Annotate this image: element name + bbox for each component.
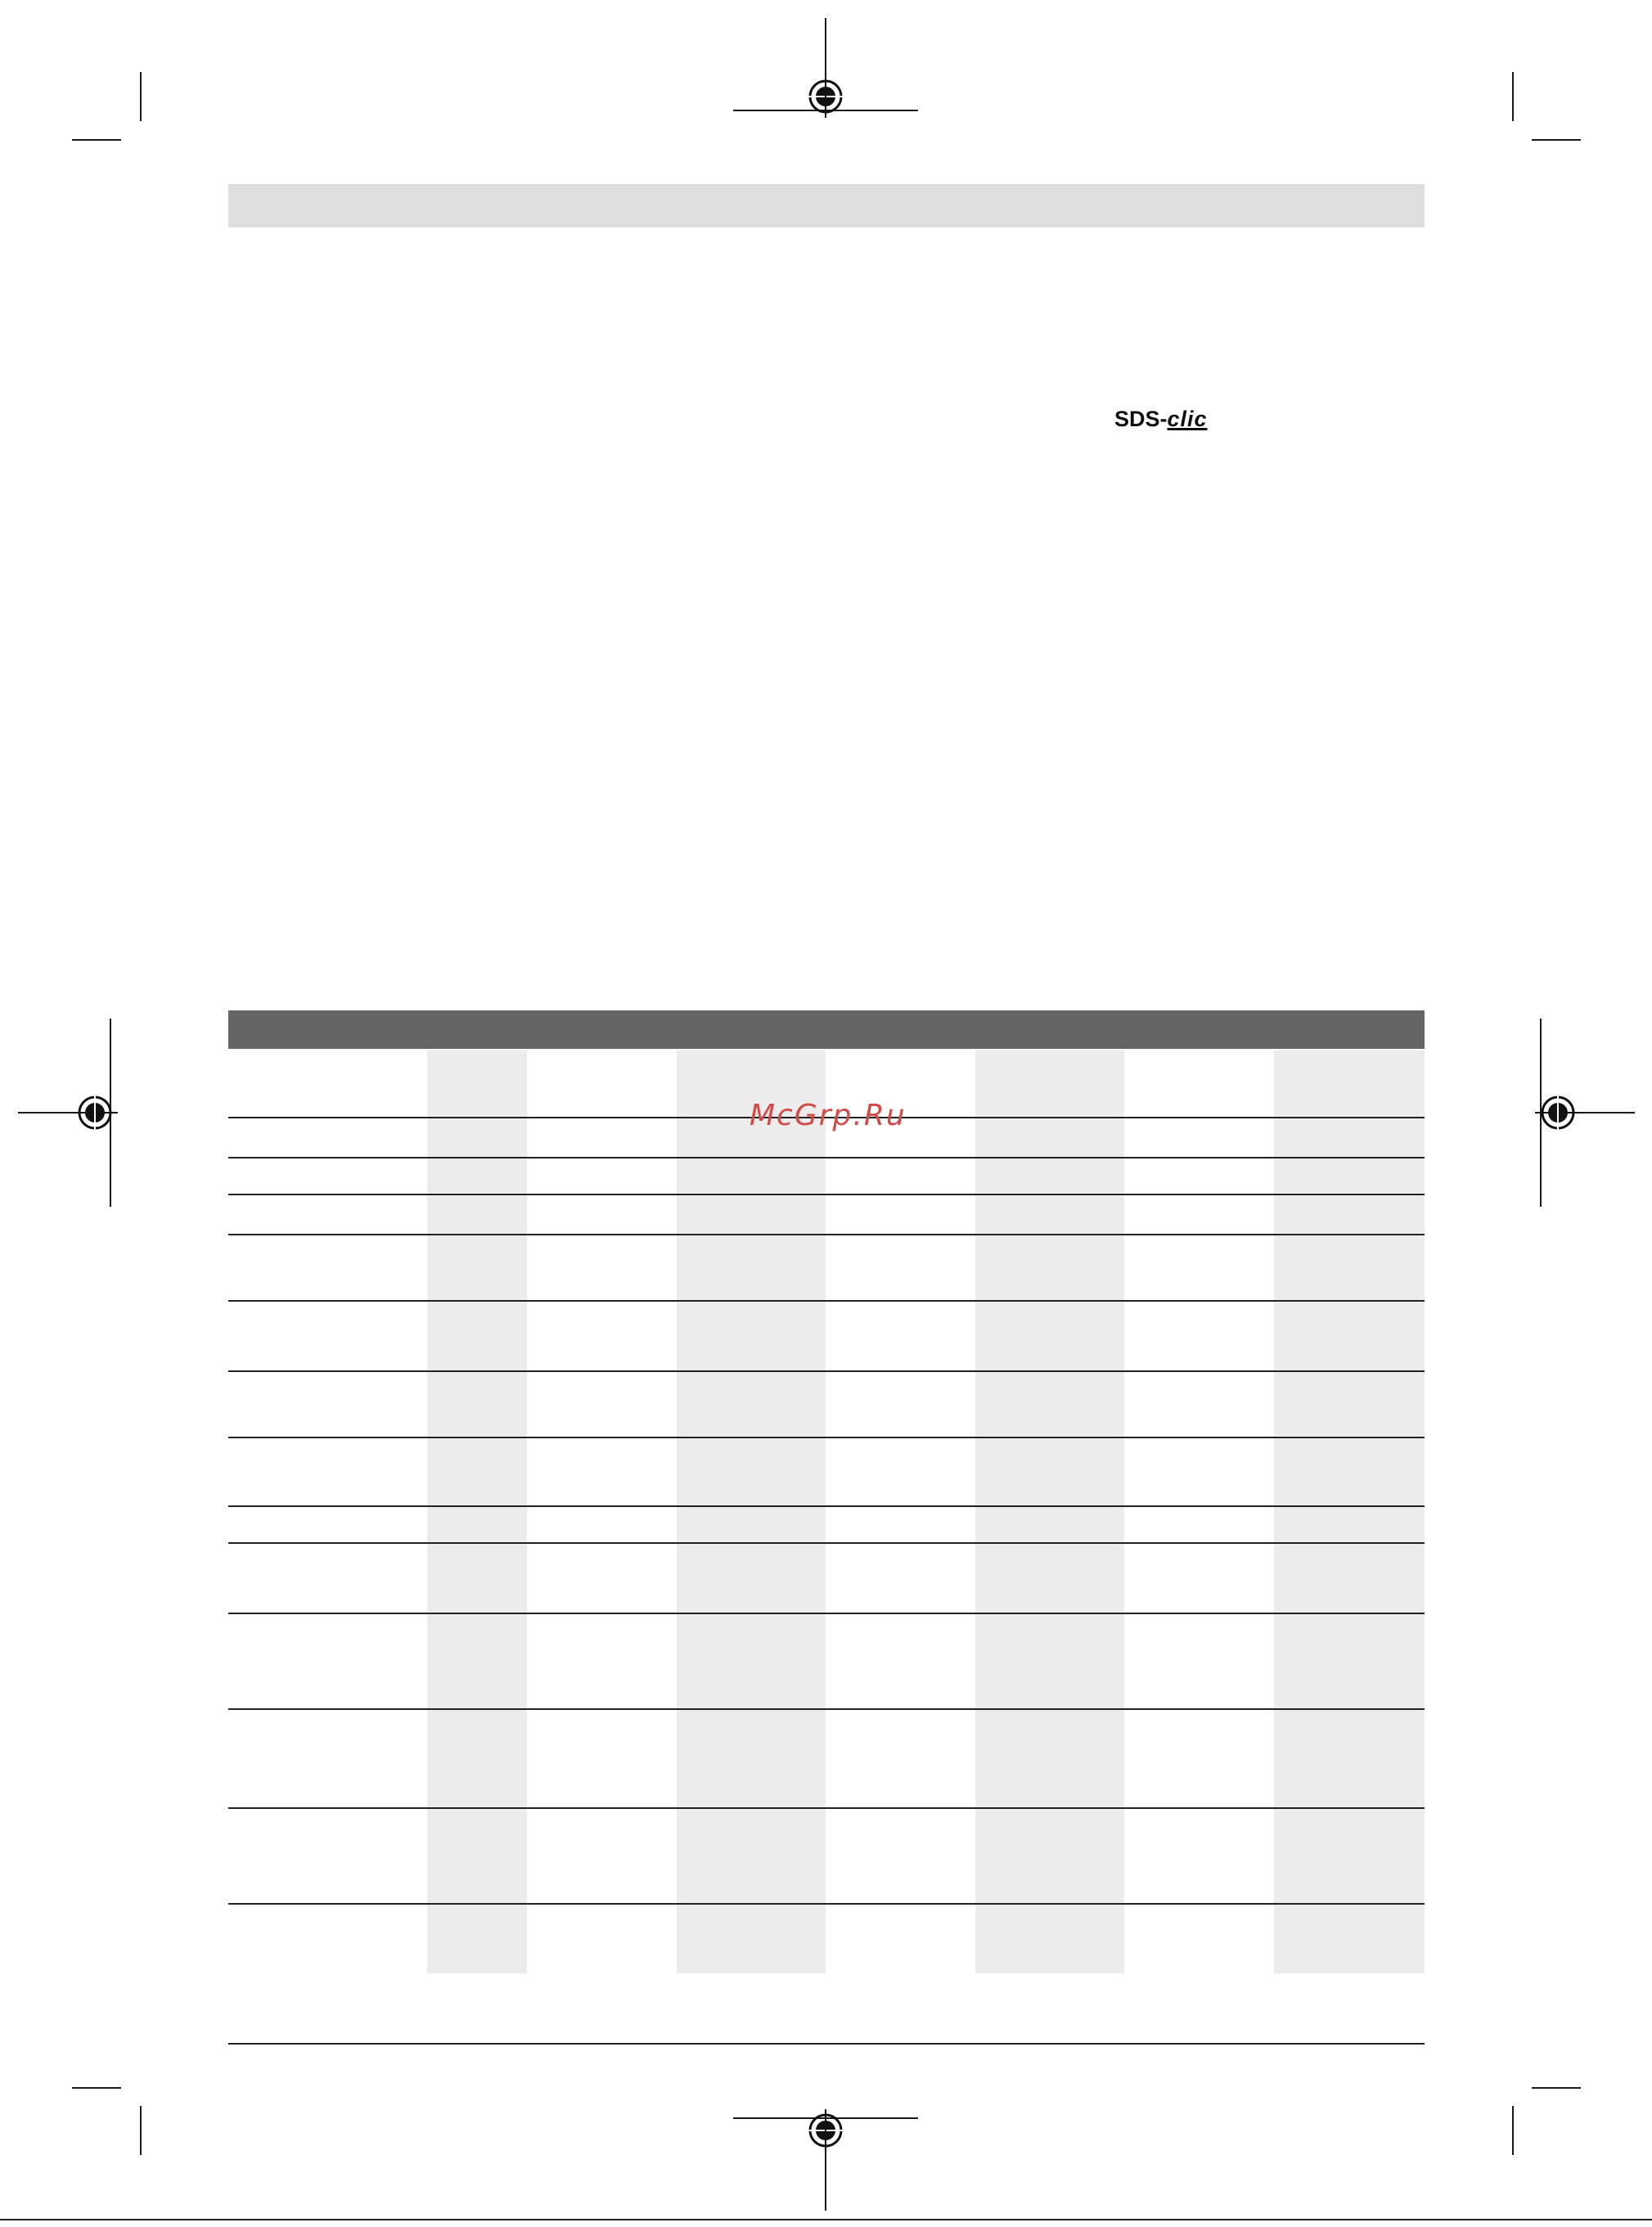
table-column-shaded [427,1051,527,1973]
table-row-divider [228,1807,1425,1809]
table-row-divider [228,1505,1425,1507]
table-row-divider [228,1437,1425,1438]
crop-mark [140,2106,142,2155]
crop-mark [140,72,142,121]
table-row-divider [228,1194,1425,1195]
logo-suffix: clic [1167,406,1208,431]
table-column-shaded [1274,1051,1425,1973]
logo-prefix: SDS- [1114,406,1168,431]
registration-mark-icon [804,2109,847,2152]
table-column-shaded [975,1051,1124,1973]
registration-mark-icon [74,1091,116,1134]
page-edge-line [0,2219,1652,2220]
crop-mark [1512,2106,1514,2155]
crop-mark [1512,72,1514,121]
table-row-divider [228,1370,1425,1372]
table-row-divider [228,1157,1425,1158]
crop-mark [1532,139,1581,141]
crop-mark [72,139,121,141]
table-row-divider [228,1903,1425,1905]
table-row-divider [228,1234,1425,1235]
page-footer-rule [228,2043,1425,2045]
page-header-band [228,184,1425,227]
registration-mark-icon [804,75,847,118]
crop-mark [1532,2087,1581,2089]
table-row-divider [228,1300,1425,1302]
watermark-text: McGrp.Ru [749,1099,907,1132]
table-row-divider [228,1708,1425,1710]
sds-clic-logo [1114,401,1245,437]
table-column-shaded [677,1051,826,1973]
registration-mark-icon [1537,1091,1579,1134]
table-row-divider [228,1613,1425,1614]
table-row-divider [228,1542,1425,1544]
crop-mark [72,2087,121,2089]
table-header-bar [228,1010,1425,1049]
